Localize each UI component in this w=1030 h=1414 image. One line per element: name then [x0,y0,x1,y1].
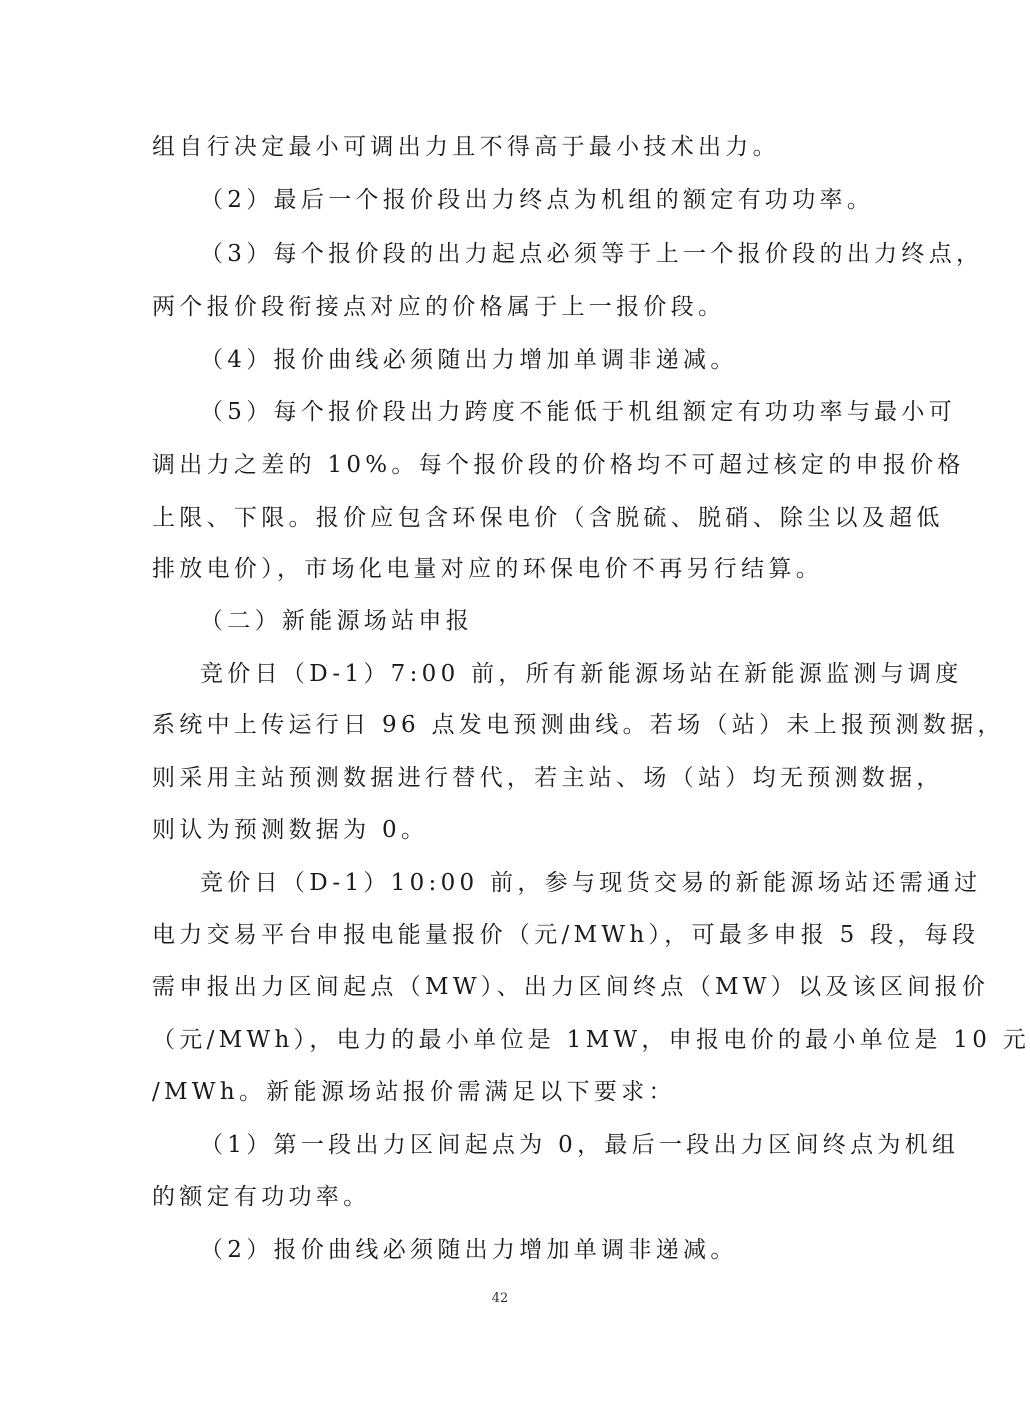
text-line: 竞价日（D-1）7:00 前，所有新能源场站在新能源监测与调度 [200,661,963,687]
text-line: 竞价日（D-1）10:00 前，参与现货交易的新能源场站还需通过 [200,870,982,896]
page-number: 42 [491,1291,509,1306]
text-line: 则认为预测数据为 0。 [152,817,429,843]
text-line: 系统中上传运行日 96 点发电预测曲线。若场（站）未上报预测数据， [152,712,1005,738]
text-line: （4）报价曲线必须随出力增加单调非递减。 [200,347,738,373]
text-line: 需申报出力区间起点（MW）、出力区间终点（MW）以及该区间报价 [152,974,990,1000]
text-line: 上限、下限。报价应包含环保电价（含脱硫、脱硝、除尘以及超低 [152,505,944,531]
text-line: 调出力之差的 10%。每个报价段的价格均不可超过核定的申报价格 [152,452,965,478]
text-line: 两个报价段衔接点对应的价格属于上一报价段。 [152,294,726,320]
text-line: （3）每个报价段的出力起点必须等于上一个报价段的出力终点， [200,241,984,267]
text-line: 排放电价），市场化电量对应的环保电价不再另行结算。 [152,556,823,582]
text-line: （2）最后一个报价段出力终点为机组的额定有功功率。 [200,187,875,213]
text-line: （5）每个报价段出力跨度不能低于机组额定有功功率与最小可 [200,399,957,425]
section-heading: （二）新能源场站申报 [200,608,473,634]
text-line: 电力交易平台申报电能量报价（元/MWh），可最多申报 5 段，每段 [152,922,980,948]
text-line: 则采用主站预测数据进行替代，若主站、场（站）均无预测数据， [152,765,944,791]
text-line: 组自行决定最小可调出力且不得高于最小技术出力。 [152,134,780,160]
text-line: （1）第一段出力区间起点为 0，最后一段出力区间终点为机组 [200,1132,960,1158]
text-line: /MWh。新能源场站报价需满足以下要求： [152,1079,676,1105]
text-line: 的额定有功功率。 [152,1184,371,1210]
text-line: （2）报价曲线必须随出力增加单调非递减。 [200,1237,738,1263]
text-line: （元/MWh），电力的最小单位是 1MW，申报电价的最小单位是 10 元 [152,1027,1030,1053]
